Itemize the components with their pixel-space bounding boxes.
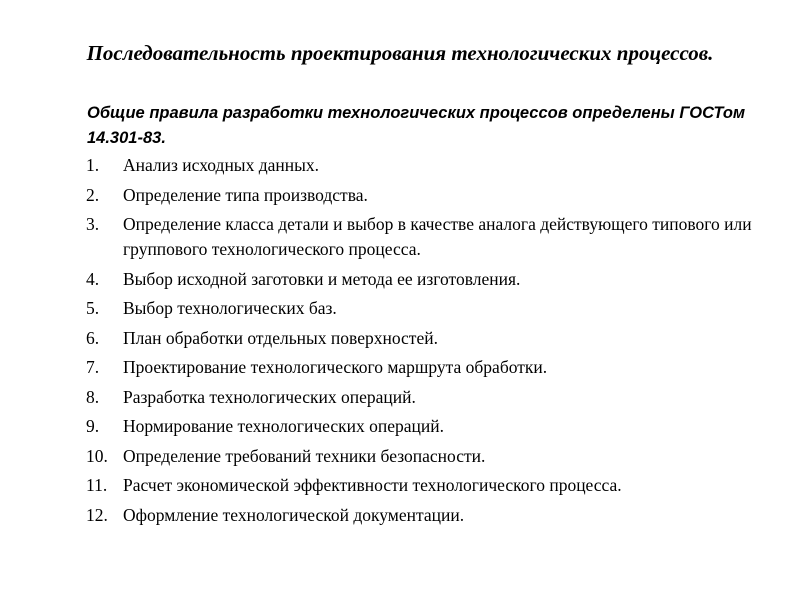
item-text: Определение типа производства. [123,184,368,205]
steps-list [86,153,776,532]
item-text: Определение класса детали и выбор в качестве аналога действующего типового или группового технологического процесса. [123,214,752,259]
item-number: 8. [86,386,100,407]
item-text: Расчет экономической эффективности технологического процесса. [123,475,622,495]
list-item [86,326,776,351]
list-item [86,444,776,469]
item-number: 10. [86,445,108,466]
item-text: Нормирование технологических операций. [123,416,444,436]
item-text: Выбор исходной заготовки и метода ее изготовления. [123,268,521,289]
list-item [86,296,776,321]
item-number: 6. [86,327,100,348]
item-text: План обработки отдельных поверхностей. [123,327,438,348]
item-number: 5. [86,298,100,318]
item-number: 4. [86,268,100,289]
list-item [86,355,776,380]
list-item [86,183,776,208]
list-item [86,153,776,178]
item-text: Определение требований техники безопасности. [123,445,486,466]
list-item [86,414,776,439]
item-number: 11. [86,475,108,495]
item-number: 12. [86,504,108,525]
list-item [86,212,776,262]
item-text: Анализ исходных данных. [123,155,319,175]
slide-title: Последовательность проектирования технологических процессов. [86,41,714,65]
item-number: 1. [86,155,100,175]
item-text: Оформление технологической документации. [123,504,465,525]
intro-text: Общие правила разработки технологических процессов определены ГОСТом 14.301-83. [87,104,746,147]
item-number: 3. [86,214,100,234]
list-item [86,385,776,410]
list-item [86,473,776,498]
list-item [86,503,776,528]
item-text: Выбор технологических баз. [123,298,337,318]
item-number: 2. [86,184,100,205]
item-text: Проектирование технологического маршрута обработки. [123,357,548,377]
item-number: 9. [86,416,100,436]
item-text: Разработка технологических операций. [123,386,416,407]
item-number: 7. [86,357,100,377]
list-item [86,267,776,292]
